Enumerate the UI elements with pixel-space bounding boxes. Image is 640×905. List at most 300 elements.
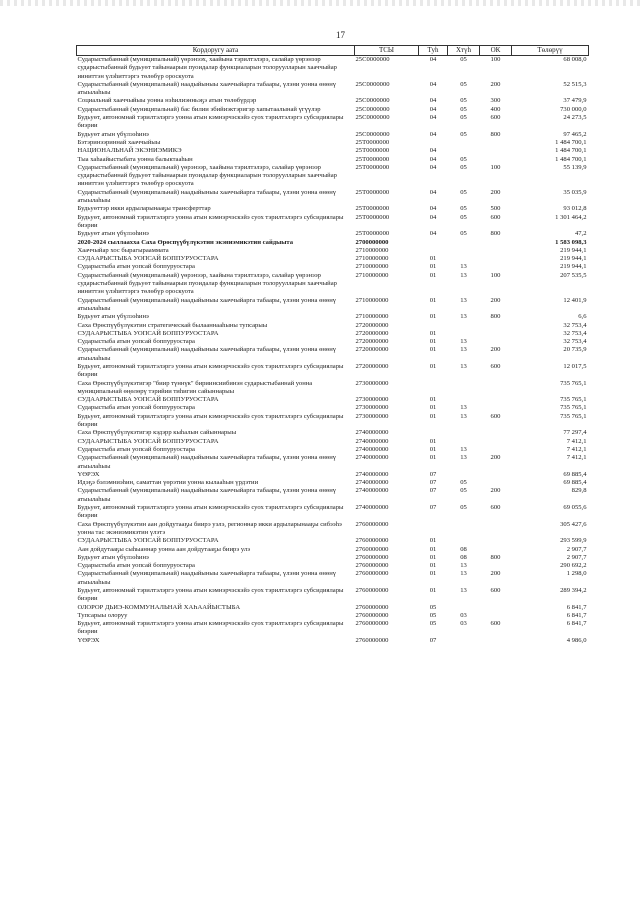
row-tsy: 25С0000000 bbox=[355, 114, 390, 122]
row-khtuh: 13 bbox=[460, 313, 467, 321]
row-ok: 800 bbox=[490, 553, 501, 561]
table-row bbox=[77, 587, 589, 604]
header-toleruu: Төлөрүү bbox=[512, 46, 589, 56]
row-ok: 600 bbox=[490, 620, 501, 628]
row-amount: 1 484 700,1 bbox=[555, 138, 587, 146]
row-tsy: 2740000000 bbox=[355, 470, 389, 478]
row-name: Тыа хаһаайыстыбата уонна балыктааһын bbox=[77, 155, 193, 163]
row-ok: 200 bbox=[490, 346, 501, 354]
row-amount: 305 427,6 bbox=[560, 520, 587, 528]
table-row bbox=[77, 620, 589, 637]
row-tsy: 25Т0000000 bbox=[355, 155, 390, 163]
row-tuh: 04 bbox=[429, 114, 437, 122]
row-ok bbox=[480, 521, 512, 538]
row-ok: 100 bbox=[490, 56, 501, 63]
row-ok bbox=[480, 479, 512, 487]
row-tsy: 2720000000 bbox=[355, 346, 389, 354]
row-tsy: 2740000000 bbox=[355, 454, 389, 462]
row-tuh: 01 bbox=[429, 313, 437, 321]
row-ok bbox=[480, 471, 512, 479]
row-amount: 69 055,6 bbox=[563, 504, 587, 512]
table-row bbox=[77, 429, 589, 437]
row-khtuh: 05 bbox=[460, 205, 467, 213]
row-ok bbox=[480, 404, 512, 412]
table-row bbox=[77, 604, 589, 612]
row-khtuh: 13 bbox=[460, 362, 467, 370]
row-tsy: 2760000000 bbox=[355, 553, 389, 561]
row-tsy: 2740000000 bbox=[355, 479, 389, 487]
row-name: Будьуөт, автономнай тэрилтэлэргэ уонна атын кэмнэрчэскэйэ суох тэрилтэлэргэ субсидиялары биэрии bbox=[77, 412, 344, 429]
row-tuh: 07 bbox=[429, 479, 437, 487]
row-amount: 293 599,9 bbox=[560, 537, 587, 545]
table-row bbox=[77, 404, 589, 412]
row-ok bbox=[480, 322, 512, 330]
row-name: СУДААРЫСТЫБА УОПСАЙ БОППУРУОСТАРА bbox=[77, 255, 219, 263]
row-khtuh: 05 bbox=[460, 130, 467, 138]
table-row bbox=[77, 487, 589, 504]
row-ok: 600 bbox=[490, 114, 501, 122]
row-amount: 289 394,2 bbox=[560, 587, 587, 594]
row-ok bbox=[480, 438, 512, 446]
table-row bbox=[77, 247, 589, 255]
row-tuh: 04 bbox=[429, 163, 437, 171]
table-row bbox=[77, 396, 589, 404]
row-ok: 200 bbox=[490, 188, 501, 196]
row-name: Тупсарыы олоруу bbox=[77, 611, 128, 619]
row-ok bbox=[480, 247, 512, 255]
row-amount: 37 479,9 bbox=[563, 97, 587, 105]
row-name: Будьуөт атын үбүлээһинэ bbox=[77, 553, 149, 561]
row-amount: 47,2 bbox=[574, 230, 587, 238]
row-amount: 1 484 700,1 bbox=[555, 155, 587, 163]
row-khtuh: 13 bbox=[460, 338, 467, 346]
row-tsy: 2760000000 bbox=[355, 603, 389, 611]
row-tsy: 2760000000 bbox=[355, 545, 389, 553]
row-tuh: 01 bbox=[429, 396, 437, 404]
row-tsy: 2720000000 bbox=[355, 338, 389, 346]
row-amount: 93 012,8 bbox=[563, 205, 587, 213]
row-khtuh: 08 bbox=[460, 553, 467, 561]
row-amount: 69 885,4 bbox=[563, 479, 587, 487]
row-name: Сударыстыбаннай (муниципальнай) наадыйыныы хааччыйарга табаары, үлэни уонна өнөнү атыылаһыы bbox=[77, 454, 337, 470]
row-tuh bbox=[419, 247, 448, 255]
row-tsy: 2720000000 bbox=[355, 329, 389, 337]
row-tsy: 2740000000 bbox=[355, 437, 389, 445]
row-tuh bbox=[419, 429, 448, 437]
row-name: Будьуөт, автономнай тэрилтэлэргэ уонна атын кэмнэрчэскэйэ суох тэрилтэлэргэ субсидиялары биэрии bbox=[77, 114, 344, 130]
row-khtuh: 13 bbox=[460, 271, 467, 279]
table-row bbox=[77, 612, 589, 620]
row-khtuh: 05 bbox=[460, 479, 467, 487]
row-name: Будьуөт, автономнай тэрилтэлэргэ уонна атын кэмнэрчэскэйэ суох тэрилтэлэргэ субсидиялары биэрии bbox=[77, 587, 344, 603]
row-tuh: 04 bbox=[429, 105, 437, 113]
row-amount: 32 753,4 bbox=[563, 338, 587, 346]
row-tuh: 01 bbox=[429, 437, 437, 445]
row-tsy: 2710000000 bbox=[355, 313, 389, 321]
row-tuh: 01 bbox=[429, 346, 437, 354]
scan-edge bbox=[0, 0, 640, 6]
row-amount: 219 944,1 bbox=[560, 263, 587, 271]
row-ok bbox=[480, 263, 512, 271]
row-name: Социальнай хааччыйыы уонна нэһилиэнньэҕэ атын төлөбүрдэр bbox=[77, 97, 257, 105]
table-row bbox=[77, 380, 589, 397]
row-name: Саха Өрөспүүбүлүкэтин стратегическай былааннааһыны тупсарыы bbox=[77, 321, 268, 329]
row-name: Аан дойдутааҕы сыһыаннар уонна аан дойдутааҕы биирэ улэ bbox=[77, 545, 251, 553]
row-tuh: 01 bbox=[429, 454, 437, 462]
row-tsy: 2730000000 bbox=[355, 379, 389, 387]
table-row bbox=[77, 81, 589, 98]
row-tuh: 07 bbox=[429, 487, 437, 495]
header-tsy: ТСЫ bbox=[355, 46, 419, 56]
row-name: Будьуөт атын үбүлээһинэ bbox=[77, 130, 149, 138]
row-ok: 200 bbox=[490, 570, 501, 578]
page-number: 17 bbox=[336, 30, 345, 40]
row-name: Сударыстыбаннай (муниципальнай) наадыйыныы хааччыйарга табаары, үлэни уонна өнөнү атыылаһыы bbox=[77, 346, 337, 362]
table-row bbox=[77, 346, 589, 363]
table-row bbox=[77, 537, 589, 545]
row-khtuh: 05 bbox=[460, 155, 467, 163]
row-name: Сударыстыбаннай (муниципальнай) үөрэнээр, хаайына тэрилтэлэрэ, салайар үөрэнээр сударыстыбаннай будьуөт тайынаарыи пуоидалар функциаларын толоруулларын хааччыйар ииниттэн үлэһиттэргэ төлөбүр ороскуота bbox=[77, 163, 337, 188]
row-name: Будьуөт атын үбүлээһинэ bbox=[77, 313, 149, 321]
row-tsy: 2700000000 bbox=[355, 238, 389, 246]
row-ok: 600 bbox=[490, 412, 501, 420]
row-tsy: 2760000000 bbox=[355, 520, 389, 528]
row-khtuh bbox=[448, 255, 480, 263]
table-row bbox=[77, 255, 589, 263]
row-tuh: 01 bbox=[429, 537, 437, 545]
row-ok: 600 bbox=[490, 362, 501, 370]
row-tuh: 05 bbox=[429, 620, 437, 628]
row-khtuh: 13 bbox=[460, 346, 467, 354]
row-khtuh: 05 bbox=[460, 504, 467, 512]
row-amount: 6 841,7 bbox=[566, 603, 587, 611]
row-tsy: 2720000000 bbox=[355, 362, 389, 370]
row-name: 2020-2024 сыллаахха Саха Өрөспүүбүлүкэтин экэниэмикэтин сайдыыта bbox=[77, 238, 293, 246]
row-tsy: 2760000000 bbox=[355, 620, 389, 628]
row-tsy: 2760000000 bbox=[355, 537, 389, 545]
row-tsy: 2730000000 bbox=[355, 412, 389, 420]
row-amount: 6 841,7 bbox=[566, 620, 587, 628]
row-ok bbox=[480, 330, 512, 338]
row-tsy: 2760000000 bbox=[355, 587, 389, 594]
table-row bbox=[77, 214, 589, 231]
row-khtuh bbox=[448, 396, 480, 404]
row-ok: 100 bbox=[490, 163, 501, 171]
row-khtuh: 13 bbox=[460, 263, 467, 271]
row-amount: 32 753,4 bbox=[563, 321, 587, 329]
table-row bbox=[77, 322, 589, 330]
table-row bbox=[77, 156, 589, 164]
row-tuh: 04 bbox=[429, 130, 437, 138]
row-tuh: 01 bbox=[429, 271, 437, 279]
row-tuh: 04 bbox=[429, 230, 437, 238]
row-khtuh bbox=[448, 380, 480, 397]
row-tuh: 01 bbox=[429, 263, 437, 271]
row-name: Будьуөт, автономнай тэрилтэлэргэ уонна атын кэмнэрчэскэйэ суох тэрилтэлэргэ субсидиялары биэрии bbox=[77, 504, 344, 520]
row-name: Сударыстыбаннай (муниципальнай) наадыйыныы хааччыйарга табаары, үлэни уонна өнөнү атыылаһыы bbox=[77, 487, 337, 503]
row-khtuh bbox=[448, 247, 480, 255]
table-row bbox=[77, 438, 589, 446]
row-tuh: 04 bbox=[429, 213, 437, 221]
row-khtuh: 13 bbox=[460, 412, 467, 420]
row-tuh: 01 bbox=[429, 553, 437, 561]
row-name: Будьуөт, автономнай тэрилтэлэргэ уонна атын кэмнэрчэскэйэ суох тэрилтэлэргэ субсидиялары биэрии bbox=[77, 362, 344, 379]
row-ok: 300 bbox=[490, 97, 501, 105]
row-ok: 800 bbox=[490, 313, 501, 321]
row-khtuh: 05 bbox=[460, 105, 467, 113]
row-tuh: 04 bbox=[429, 56, 437, 63]
row-khtuh: 13 bbox=[460, 570, 467, 578]
row-amount: 2 907,7 bbox=[566, 545, 587, 553]
table-body bbox=[77, 56, 589, 646]
row-khtuh: 05 bbox=[460, 188, 467, 196]
row-amount: 6 841,7 bbox=[566, 611, 587, 619]
row-name: Идэҕэ бэлэмниэһин, саматтан үөрэтии уонна кылааһын үрдэтии bbox=[77, 479, 259, 487]
row-name: ОЛОРОР ДЬИЭ-КОММУНАЛЬНАЙ ХАҺААЙЫСТЫБА bbox=[77, 603, 241, 611]
table-row bbox=[77, 479, 589, 487]
row-name: СУДААРЫСТЫБА УОПСАЙ БОППУРУОСТАРА bbox=[77, 329, 219, 337]
table-row bbox=[77, 189, 589, 206]
row-ok: 200 bbox=[490, 454, 501, 462]
row-ok: 600 bbox=[490, 504, 501, 512]
row-tuh bbox=[419, 322, 448, 330]
row-amount: 1 583 098,3 bbox=[555, 238, 587, 246]
row-amount: 35 035,9 bbox=[563, 188, 587, 196]
row-tsy: 2760000000 bbox=[355, 611, 389, 619]
row-name: Сударыстыбаннай (муниципальнай) бас билии эбийиэктэригэр хапытаалынай үгүүлэр bbox=[77, 105, 321, 113]
row-amount: 730 000,0 bbox=[560, 105, 587, 113]
row-tuh: 01 bbox=[429, 545, 437, 553]
row-name: Саха Өрөспүүбүлүкэтигэр кэдэрр кыһалын сайыннарыы bbox=[77, 429, 237, 437]
row-khtuh: 03 bbox=[460, 620, 467, 628]
row-name: Сударыстыба атын уопсай боппуруостара bbox=[77, 562, 195, 570]
row-tsy: 2710000000 bbox=[355, 296, 389, 304]
row-amount: 12 017,5 bbox=[563, 362, 587, 370]
row-ok bbox=[480, 446, 512, 454]
row-khtuh: 08 bbox=[460, 545, 467, 553]
row-amount: 735 765,1 bbox=[560, 396, 587, 404]
row-tsy: 2720000000 bbox=[355, 321, 389, 329]
row-amount: 2 907,7 bbox=[566, 553, 587, 561]
row-ok: 600 bbox=[490, 587, 501, 594]
row-name: Сударыстыбаннай (муниципальнай) үөрэнээх, хаайына тэрилтэлэрэ, салайар үөрэнээр сударыстыбаннай будьуөт тайынаарыи пуоидалар функциаларын толоруулларын хааччыйар ииниттэн үлэһиттэргэ төлөбүр ороскуота bbox=[77, 56, 337, 80]
row-ok bbox=[480, 604, 512, 612]
table-row bbox=[77, 106, 589, 114]
row-tsy: 25С0000000 bbox=[355, 56, 390, 63]
row-ok bbox=[480, 396, 512, 404]
row-tuh bbox=[419, 239, 448, 247]
row-ok bbox=[480, 239, 512, 247]
table-row bbox=[77, 313, 589, 321]
table-row bbox=[77, 97, 589, 105]
row-ok bbox=[480, 537, 512, 545]
row-tsy: 2740000000 bbox=[355, 487, 389, 495]
row-tuh: 07 bbox=[429, 470, 437, 478]
row-khtuh bbox=[448, 330, 480, 338]
row-name: Будьуөт, автономнай тэрилтэлэргэ уонна атын кэмнэрчэскэйэ суох тэрилтэлэргэ субсидиялары биэрии bbox=[77, 213, 344, 229]
row-tsy: 25С0000000 bbox=[355, 105, 390, 113]
row-tsy: 2710000000 bbox=[355, 263, 389, 271]
row-tsy: 25Т0000000 bbox=[355, 205, 390, 213]
row-tuh: 07 bbox=[429, 636, 437, 644]
row-name: Сударыстыба атын уопсай боппуруостара bbox=[77, 263, 195, 271]
table-row bbox=[77, 446, 589, 454]
row-amount: 20 735,9 bbox=[563, 346, 587, 354]
table-row bbox=[77, 330, 589, 338]
header-khtuh: Хтүһ bbox=[448, 46, 480, 56]
row-amount: 219 944,1 bbox=[560, 255, 587, 263]
row-ok bbox=[480, 546, 512, 554]
row-name: Сударыстыбаннай (муниципальнай) наадыйыныы хааччыйарга табаары, үлэни уонна өнөнү атыылаһыы bbox=[77, 188, 337, 205]
row-ok bbox=[480, 255, 512, 263]
table-row bbox=[77, 546, 589, 554]
table-row bbox=[77, 637, 589, 645]
row-khtuh bbox=[448, 471, 480, 479]
row-tuh: 01 bbox=[429, 404, 437, 412]
row-khtuh bbox=[448, 322, 480, 330]
table-row bbox=[77, 205, 589, 213]
table-header-row bbox=[77, 46, 589, 56]
row-name: Сударыстыбаннай (муниципальнай) наадыйыныы хааччыйарга табаары, үлэни уонна өнөнү атыылаһыы bbox=[77, 296, 337, 312]
row-khtuh: 13 bbox=[460, 454, 467, 462]
row-khtuh bbox=[448, 438, 480, 446]
row-amount: 24 273,5 bbox=[563, 114, 587, 122]
row-name: ҮӨРЭХ bbox=[77, 470, 100, 478]
row-ok: 800 bbox=[490, 230, 501, 238]
row-khtuh: 05 bbox=[460, 213, 467, 221]
row-tsy: 25Т0000000 bbox=[355, 213, 390, 221]
row-name: Сударыстыба атын уопсай боппуруостара bbox=[77, 338, 195, 346]
row-tuh: 01 bbox=[429, 329, 437, 337]
table-row bbox=[77, 56, 589, 81]
row-tuh: 01 bbox=[429, 587, 437, 594]
row-name: Сударыстыбаннай (муниципальнай) наадыйыныы хааччыйарга табаары, үлэни уонна өнөнү атыылаһыы bbox=[77, 80, 337, 97]
row-tsy: 2710000000 bbox=[355, 246, 389, 254]
row-tuh bbox=[419, 521, 448, 538]
row-tuh: 04 bbox=[429, 80, 437, 88]
row-tuh: 04 bbox=[429, 155, 437, 163]
row-name: Бэтэринээриннай хааччыйыы bbox=[77, 138, 161, 146]
row-amount: 735 765,1 bbox=[560, 412, 587, 420]
row-tuh: 05 bbox=[429, 611, 437, 619]
table-row bbox=[77, 554, 589, 562]
row-name: Сударыстыбаннай (муниципальнай) наадыйыныы хааччыйарга табаары, үлэни уонна өнөнү атыылаһыы bbox=[77, 570, 337, 586]
row-tsy: 2730000000 bbox=[355, 396, 389, 404]
row-tuh: 01 bbox=[429, 338, 437, 346]
header-tuh: Туһ bbox=[419, 46, 448, 56]
row-khtuh bbox=[448, 429, 480, 437]
table-row bbox=[77, 570, 589, 587]
row-khtuh: 05 bbox=[460, 487, 467, 495]
row-tsy: 25С0000000 bbox=[355, 97, 390, 105]
row-amount: 4 986,0 bbox=[566, 636, 587, 644]
table-row bbox=[77, 239, 589, 247]
row-amount: 69 885,4 bbox=[563, 470, 587, 478]
row-tsy: 25Т0000000 bbox=[355, 147, 390, 155]
row-tsy: 2760000000 bbox=[355, 636, 389, 644]
row-amount: 55 139,9 bbox=[563, 163, 587, 171]
row-ok: 200 bbox=[490, 487, 501, 495]
row-amount: 1 298,0 bbox=[566, 570, 587, 578]
table-row bbox=[77, 471, 589, 479]
row-tsy: 25Т0000000 bbox=[355, 138, 390, 146]
row-tsy: 2740000000 bbox=[355, 445, 389, 453]
row-ok bbox=[480, 429, 512, 437]
table-row bbox=[77, 363, 589, 380]
row-tsy: 2730000000 bbox=[355, 404, 389, 412]
table-row bbox=[77, 454, 589, 471]
row-ok bbox=[480, 156, 512, 164]
row-khtuh bbox=[448, 139, 480, 147]
row-tuh: 05 bbox=[429, 603, 437, 611]
row-name: СУДААРЫСТЫБА УОПСАЙ БОППУРУОСТАРА bbox=[77, 396, 219, 404]
row-tuh: 01 bbox=[429, 296, 437, 304]
row-ok bbox=[480, 139, 512, 147]
row-tuh: 04 bbox=[429, 188, 437, 196]
row-khtuh: 05 bbox=[460, 56, 467, 63]
row-amount: 77 297,4 bbox=[563, 429, 587, 437]
budget-table bbox=[76, 45, 589, 645]
table-row bbox=[77, 114, 589, 131]
header-ok: ОК bbox=[480, 46, 512, 56]
row-amount: 12 401,9 bbox=[563, 296, 587, 304]
row-khtuh bbox=[448, 521, 480, 538]
row-amount: 97 465,2 bbox=[563, 130, 587, 138]
row-name: Сударыстыба атын уопсай боппуруостара bbox=[77, 404, 195, 412]
row-tuh: 01 bbox=[429, 445, 437, 453]
row-tsy: 2760000000 bbox=[355, 570, 389, 578]
row-amount: 52 515,3 bbox=[563, 80, 587, 88]
row-name: Сударыстыба атын уопсай боппуруостара bbox=[77, 445, 195, 453]
row-khtuh: 03 bbox=[460, 611, 467, 619]
row-tuh: 01 bbox=[429, 412, 437, 420]
table-row bbox=[77, 164, 589, 189]
row-tuh: 04 bbox=[429, 205, 437, 213]
row-tsy: 25Т0000000 bbox=[355, 230, 390, 238]
row-tsy: 25С0000000 bbox=[355, 130, 390, 138]
row-khtuh bbox=[448, 604, 480, 612]
header-name: Кордоругу аата bbox=[77, 46, 355, 56]
row-amount: 7 412,1 bbox=[566, 437, 587, 445]
row-name: СУДААРЫСТЫБА УОПСАЙ БОППУРУОСТАРА bbox=[77, 437, 219, 445]
table-row bbox=[77, 413, 589, 430]
row-ok bbox=[480, 380, 512, 397]
row-amount: 219 944,1 bbox=[560, 246, 587, 254]
row-khtuh: 05 bbox=[460, 80, 467, 88]
row-name: Будьуөттэр икки ардыларынааҕы трансферттар bbox=[77, 205, 211, 213]
table-row bbox=[77, 521, 589, 538]
row-tuh: 01 bbox=[429, 570, 437, 578]
row-tsy: 25С0000000 bbox=[355, 80, 390, 88]
row-tuh: 04 bbox=[429, 97, 437, 105]
row-ok: 100 bbox=[490, 271, 501, 279]
row-amount: 290 692,2 bbox=[560, 562, 587, 570]
row-tsy: 2740000000 bbox=[355, 504, 389, 512]
row-ok bbox=[480, 612, 512, 620]
row-tuh bbox=[419, 139, 448, 147]
table-row bbox=[77, 297, 589, 314]
row-tuh: 01 bbox=[429, 562, 437, 570]
row-khtuh bbox=[448, 537, 480, 545]
row-amount: 7 412,1 bbox=[566, 445, 587, 453]
row-amount: 32 753,4 bbox=[563, 329, 587, 337]
row-ok bbox=[480, 338, 512, 346]
row-khtuh: 13 bbox=[460, 562, 467, 570]
row-name: СУДААРЫСТЫБА УОПСАЙ БОППУРУОСТАРА bbox=[77, 537, 219, 545]
table-row bbox=[77, 338, 589, 346]
row-khtuh: 05 bbox=[460, 163, 467, 171]
row-amount: 7 412,1 bbox=[566, 454, 587, 462]
